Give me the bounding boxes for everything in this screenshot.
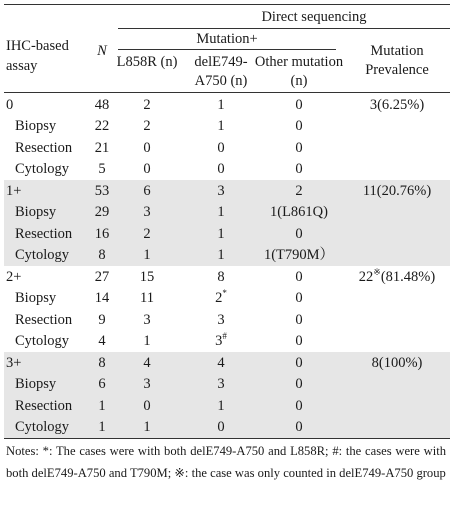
row-label: 2+ bbox=[6, 268, 22, 285]
cell-l858r: 0 bbox=[143, 397, 151, 414]
cell-l858r: 0 bbox=[143, 139, 151, 156]
prevalence-value: 3(6.25%) bbox=[369, 96, 425, 113]
cell-other: 0 bbox=[295, 376, 303, 392]
cell-other: 1(L861Q) bbox=[270, 204, 328, 220]
cell-del-value: 0 bbox=[217, 419, 225, 435]
cell-l858r: 3 bbox=[143, 376, 151, 392]
cell-n: 53 bbox=[94, 182, 110, 199]
row-label: Biopsy bbox=[15, 376, 57, 392]
cell-l858r: 2 bbox=[143, 225, 151, 242]
cell-l858r: 6 bbox=[143, 182, 151, 199]
footnote-marker: * bbox=[222, 288, 227, 299]
cell-l858r: 2 bbox=[143, 118, 151, 134]
header-other bbox=[254, 53, 344, 91]
cell-other: 0 bbox=[295, 139, 303, 156]
cell-del bbox=[180, 418, 262, 436]
cell-del bbox=[180, 268, 262, 286]
row-label: 3+ bbox=[6, 354, 22, 371]
header-del-text: delE749-A750 (n) bbox=[194, 54, 248, 89]
cell-l858r: 15 bbox=[139, 268, 155, 285]
cell-other: 0 bbox=[295, 96, 303, 113]
header-ihc-assay: IHC-based assay bbox=[6, 38, 69, 74]
cell-del-value: 3 bbox=[217, 376, 225, 392]
direct-sequencing-rule bbox=[118, 28, 450, 29]
cell-prevalence bbox=[344, 182, 450, 200]
prevalence-value: 11(20.76%) bbox=[362, 182, 432, 199]
header-l858r-text: L858R (n) bbox=[116, 54, 178, 70]
cell-del bbox=[180, 397, 262, 415]
row-label: Cytology bbox=[15, 333, 69, 349]
cell-del-value: 1 bbox=[217, 397, 225, 414]
header-direct-sequencing: Direct sequencing bbox=[261, 9, 367, 25]
cell-other: 0 bbox=[295, 290, 303, 306]
cell-n: 27 bbox=[94, 268, 110, 285]
cell-other: 0 bbox=[295, 419, 303, 435]
cell-n: 9 bbox=[98, 311, 106, 328]
cell-del bbox=[180, 311, 262, 329]
row-label: 1+ bbox=[6, 182, 22, 199]
cell-n: 14 bbox=[94, 290, 110, 306]
header-n: N bbox=[97, 43, 107, 59]
cell-l858r: 1 bbox=[143, 419, 151, 435]
cell-del-value: 1 bbox=[217, 96, 225, 113]
cell-prevalence bbox=[344, 354, 450, 372]
cell-del bbox=[180, 289, 262, 307]
cell-del-value: 1 bbox=[217, 118, 225, 134]
cell-del-value: 3 bbox=[217, 311, 225, 328]
cell-del bbox=[180, 203, 262, 221]
cell-l858r: 2 bbox=[143, 96, 151, 113]
cell-n: 1 bbox=[98, 419, 106, 435]
bottom-rule bbox=[4, 438, 450, 439]
cell-prevalence bbox=[344, 268, 450, 286]
row-label: 0 bbox=[6, 96, 14, 113]
cell-prevalence bbox=[344, 96, 450, 114]
row-label: Resection bbox=[15, 397, 73, 414]
cell-del-value: 0 bbox=[217, 139, 225, 156]
cell-l858r: 4 bbox=[143, 354, 151, 371]
cell-l858r: 1 bbox=[143, 333, 151, 349]
cell-del bbox=[180, 375, 262, 393]
cell-del bbox=[180, 139, 262, 157]
cell-n: 8 bbox=[98, 354, 106, 371]
cell-del bbox=[180, 225, 262, 243]
top-rule bbox=[4, 4, 450, 5]
cell-del-value: 1 bbox=[217, 204, 225, 220]
cell-other: 0 bbox=[295, 268, 303, 285]
cell-n: 16 bbox=[94, 225, 110, 242]
row-label: Biopsy bbox=[15, 118, 57, 134]
cell-n: 21 bbox=[94, 139, 110, 156]
cell-del-value: 2 bbox=[215, 290, 223, 306]
footnote-marker: ※ bbox=[373, 266, 381, 277]
cell-del-value: 1 bbox=[217, 247, 225, 263]
cell-other: 0 bbox=[295, 397, 303, 414]
cell-l858r: 3 bbox=[143, 204, 151, 220]
row-label: Resection bbox=[15, 311, 73, 328]
cell-n: 29 bbox=[94, 204, 110, 220]
cell-del-value: 3 bbox=[217, 182, 225, 199]
cell-del-value: 8 bbox=[217, 268, 225, 285]
cell-n: 4 bbox=[98, 333, 106, 349]
cell-del-value: 4 bbox=[217, 354, 225, 371]
header-l858r bbox=[114, 53, 180, 72]
cell-other: 0 bbox=[295, 161, 303, 177]
cell-n: 22 bbox=[94, 118, 110, 134]
prevalence-percent: (81.48%) bbox=[380, 268, 436, 285]
header-other-text: Other mutation (n) bbox=[254, 54, 344, 89]
cell-del-value: 0 bbox=[217, 161, 225, 177]
cell-n: 6 bbox=[98, 376, 106, 392]
cell-n: 8 bbox=[98, 247, 106, 263]
cell-del bbox=[180, 160, 262, 178]
cell-del bbox=[180, 354, 262, 372]
cell-l858r: 1 bbox=[143, 247, 151, 263]
cell-del bbox=[180, 117, 262, 135]
cell-other: 0 bbox=[295, 354, 303, 371]
cell-other: 0 bbox=[295, 225, 303, 242]
header-bottom-rule bbox=[4, 92, 450, 93]
footnote-marker: # bbox=[222, 331, 227, 342]
cell-del-value: 3 bbox=[215, 333, 223, 349]
header-prevalence: Mutation Prevalence bbox=[365, 43, 429, 78]
cell-del bbox=[180, 96, 262, 114]
header-del bbox=[180, 53, 262, 91]
header-mutation-plus: Mutation+ bbox=[196, 31, 258, 47]
cell-other: 0 bbox=[295, 311, 303, 328]
cell-l858r: 3 bbox=[143, 311, 151, 328]
row-label: Cytology bbox=[15, 247, 69, 263]
cell-n: 48 bbox=[94, 96, 110, 113]
row-label: Cytology bbox=[15, 161, 69, 177]
cell-other: 1(T790M） bbox=[263, 247, 335, 263]
prevalence-value: 8(100%) bbox=[371, 354, 423, 371]
table-notes: Notes: *: The cases were with both delE749-A750 and L858R; #: the cases were with both delE749-A750 and T790M; ※: the case was only counted in delE749-A750 group bbox=[6, 444, 446, 480]
row-label: Resection bbox=[15, 225, 73, 242]
row-label: Biopsy bbox=[15, 290, 57, 306]
cell-del bbox=[180, 246, 262, 264]
row-label: Resection bbox=[15, 139, 73, 156]
cell-n: 5 bbox=[98, 161, 106, 177]
cell-l858r: 0 bbox=[143, 161, 151, 177]
cell-del-value: 1 bbox=[217, 225, 225, 242]
row-label: Biopsy bbox=[15, 204, 57, 220]
prevalence-value: 22 bbox=[358, 268, 374, 285]
mutation-plus-rule bbox=[118, 49, 336, 50]
row-label: Cytology bbox=[15, 419, 69, 435]
cell-del bbox=[180, 182, 262, 200]
cell-other: 0 bbox=[295, 333, 303, 349]
cell-other: 0 bbox=[295, 118, 303, 134]
cell-n: 1 bbox=[98, 397, 106, 414]
cell-other: 2 bbox=[295, 182, 303, 199]
cell-del bbox=[180, 332, 262, 350]
cell-l858r: 11 bbox=[140, 290, 154, 306]
